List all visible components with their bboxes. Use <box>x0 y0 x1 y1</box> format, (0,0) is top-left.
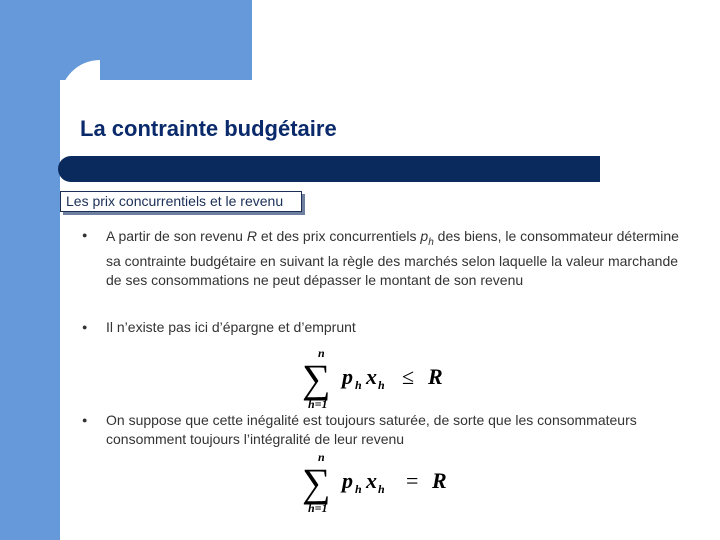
formula-relation: = <box>406 468 419 493</box>
price-subscript: h <box>428 236 434 248</box>
formula-rhs: R <box>432 468 447 493</box>
formula-p-subscript: h <box>355 378 362 392</box>
sum-lower-bound: h=1 <box>308 501 328 515</box>
formula-p: p <box>342 364 353 389</box>
formula-x-subscript: h <box>378 378 385 392</box>
formula-x: x <box>366 468 377 493</box>
formula-relation: ≤ <box>402 364 415 389</box>
price-symbol: p <box>420 228 429 244</box>
sigma-symbol: ∑ <box>302 356 331 401</box>
formula-x-subscript: h <box>378 482 385 496</box>
sum-upper-bound: n <box>318 450 325 464</box>
formula-rhs: R <box>428 364 443 389</box>
bullet-1-mid: et des prix concurrentiels <box>257 228 421 244</box>
bullet-1-pre: A partir de son revenu <box>106 228 247 244</box>
bullet-1-post: des biens, le consommateur détermine sa contrainte budgétaire en suivant la règle des marchés selon laquelle la valeur marchande de ses consommations ne peut dépasser le montant de son revenu <box>106 228 679 288</box>
formula-x: x <box>366 364 377 389</box>
title-underline-bar <box>58 156 600 182</box>
round-bullet-icon: ● <box>82 415 88 425</box>
sum-upper-bound: n <box>318 346 325 360</box>
formula-p-subscript: h <box>355 482 362 496</box>
subtitle-box: Les prix concurrentiels et le revenu <box>60 191 302 212</box>
budget-equality-formula <box>300 450 470 520</box>
decorative-left-bar <box>0 0 60 540</box>
bullet-text-2: Il n’existe pas ici d’épargne et d’emprunt <box>106 319 356 335</box>
revenue-symbol: R <box>246 228 257 244</box>
sigma-symbol: ∑ <box>302 460 331 505</box>
budget-inequality-formula <box>300 346 470 416</box>
bullet-text-1 <box>106 227 696 290</box>
formula-p: p <box>342 468 353 493</box>
round-bullet-icon: ● <box>82 322 88 332</box>
bullet-text-3: On suppose que cette inégalité est toujours saturée, de sorte que les consommateurs consomment toujours l’intégralité de leur revenu <box>106 412 637 447</box>
slide-title: La contrainte budgétaire <box>80 116 337 141</box>
round-bullet-icon: ● <box>82 230 88 240</box>
sum-lower-bound: h=1 <box>308 397 328 411</box>
